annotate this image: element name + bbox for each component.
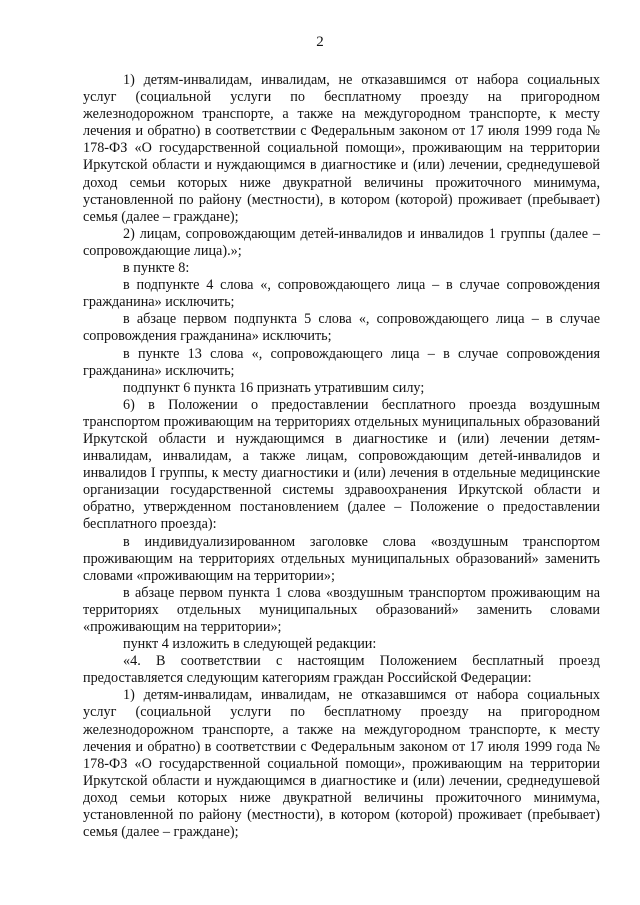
paragraph-10: в абзаце первом пункта 1 слова «воздушным транспортом проживающим на территориях отдельных муниципальных образований» заменить словами «проживающим на территории»; xyxy=(83,584,600,635)
paragraph-12: «4. В соответствии с настоящим Положением бесплатный проезд предоставляется следующим категориям граждан Российской Федерации: xyxy=(83,653,600,687)
paragraph-1: 1) детям-инвалидам, инвалидам, не отказавшимся от набора социальных услуг (социальной услуги по бесплатному проезду на пригородном железнодорожном транспорте, а также на междугородном транспорте, к месту лечения и обратно) в соответствии с Федеральным законом от 17 июля 1999 года № 178-ФЗ «О государственной социальной помощи», проживающим на территории Иркутской области и нуждающимся в диагностике и (или) лечении, среднедушевой доход семьи которых ниже двукратной величины прожиточного минимума, установленной по району (местности), в котором (которой) проживает (пребывает) семья (далее – граждане); xyxy=(83,72,600,225)
paragraph-13: 1) детям-инвалидам, инвалидам, не отказавшимся от набора социальных услуг (социальной услуги по бесплатному проезду на пригородном железнодорожном транспорте, а также на междугородном транспорте, к месту лечения и обратно) в соответствии с Федеральным законом от 17 июля 1999 года № 178-ФЗ «О государственной социальной помощи», проживающим на территории Иркутской области и нуждающимся в диагностике и (или) лечении, среднедушевой доход семьи которых ниже двукратной величины прожиточного минимума, установленной по району (местности), в котором (которой) проживает (пребывает) семья (далее – граждане); xyxy=(83,687,600,841)
paragraph-2: 2) лицам, сопровождающим детей-инвалидов и инвалидов 1 группы (далее – сопровождающие лица).»; xyxy=(83,225,600,259)
paragraph-8: 6) в Положении о предоставлении бесплатного проезда воздушным транспортом проживающим на территориях отдельных муниципальных образований Иркутской области и нуждающимся в диагностике и (или) лечении детям-инвалидам, инвалидам, а также лицам, сопровождающим детей-инвалидов и инвалидов I группы, к месту диагностики и (или) лечения в отдельные медицинские организации государственной системы здравоохранения Иркутской области и обратно, утвержденном постановлением (далее – Положение о предоставлении бесплатного проезда): xyxy=(83,396,600,533)
paragraph-5: в абзаце первом подпункта 5 слова «, сопровождающего лица – в случае сопровождения гражданина» исключить; xyxy=(83,311,600,345)
paragraph-7: подпункт 6 пункта 16 признать утратившим силу; xyxy=(123,379,425,396)
paragraph-3: в пункте 8: xyxy=(123,260,190,277)
paragraph-4: в подпункте 4 слова «, сопровождающего лица – в случае сопровождения гражданина» исключить; xyxy=(83,277,600,311)
page-number: 2 xyxy=(316,34,324,50)
paragraph-9: в индивидуализированном заголовке слова «воздушным транспортом проживающим на территориях отдельных муниципальных образований» заменить словами «проживающим на территории»; xyxy=(83,533,600,584)
paragraph-6: в пункте 13 слова «, сопровождающего лица – в случае сопровождения гражданина» исключить; xyxy=(83,345,600,379)
paragraph-11: пункт 4 изложить в следующей редакции: xyxy=(123,636,377,653)
document-body xyxy=(83,72,600,841)
